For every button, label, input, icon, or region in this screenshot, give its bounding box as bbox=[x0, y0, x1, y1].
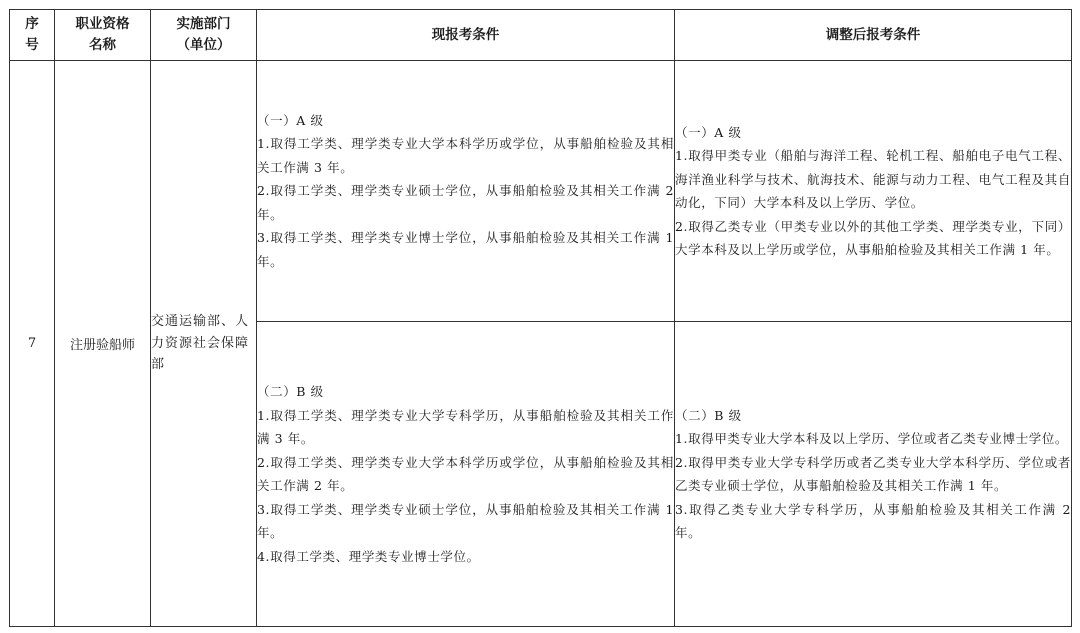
header-no-line-1: 序 bbox=[25, 16, 39, 32]
condition-item: 1.取得甲类专业大学本科及以上学历、学位或者乙类专业博士学位。 bbox=[675, 431, 1069, 446]
condition-item: 3.取得工学类、理学类专业博士学位，从事船舶检验及其相关工作满 1 年。 bbox=[257, 230, 674, 269]
header-row bbox=[10, 10, 1072, 61]
condition-item: 1.取得甲类专业（船舶与海洋工程、轮机工程、船舶电子电气工程、海洋渔业科学与技术、航海技术、能源与动力工程、电气工程及其自动化，下同）大学本科及以上学历、学位。 bbox=[675, 148, 1071, 210]
current-conditions-b bbox=[257, 322, 675, 627]
condition-item: 2.取得工学类、理学类专业大学本科学历或学位，从事船舶检验及其相关工作满 2 年。 bbox=[257, 454, 674, 493]
implementing-department: 交通运输部、人力资源社会保障部 bbox=[151, 61, 257, 627]
row-number: 7 bbox=[10, 61, 55, 627]
level-title: （一）A 级 bbox=[257, 112, 324, 128]
header-dept bbox=[151, 10, 257, 61]
header-name-line-1: 职业资格 bbox=[75, 16, 130, 32]
condition-item: 2.取得工学类、理学类专业硕士学位，从事船舶检验及其相关工作满 2 年。 bbox=[257, 183, 674, 222]
header-no bbox=[10, 10, 55, 61]
qualification-name: 注册验船师 bbox=[55, 61, 151, 627]
current-conditions-a bbox=[257, 61, 675, 322]
header-current-conditions: 现报考条件 bbox=[257, 10, 675, 61]
header-adjusted-conditions: 调整后报考条件 bbox=[675, 10, 1072, 61]
header-name-line-2: 名称 bbox=[89, 37, 116, 53]
level-title: （二）B 级 bbox=[257, 384, 324, 399]
condition-item: 2.取得乙类专业（甲类专业以外的其他工学类、理学类专业，下同）大学本科及以上学历或学位，从事船舶检验及其相关工作满 1 年。 bbox=[675, 218, 1071, 257]
adjusted-conditions-a bbox=[675, 61, 1072, 322]
adjusted-conditions-b bbox=[675, 322, 1072, 627]
level-title: （二）B 级 bbox=[675, 407, 742, 423]
level-title: （一）A 级 bbox=[675, 124, 742, 140]
condition-item: 3.取得乙类专业大学专科学历，从事船舶检验及其相关工作满 2 年。 bbox=[675, 501, 1071, 540]
condition-item: 2.取得甲类专业大学专科学历或者乙类专业大学本科学历、学位或者乙类专业硕士学位，从事船舶检验及其相关工作满 1 年。 bbox=[675, 454, 1071, 493]
header-dept-line-2: （单位） bbox=[176, 37, 231, 53]
condition-item: 4.取得工学类、理学类专业博士学位。 bbox=[257, 548, 480, 564]
table-row-a bbox=[10, 61, 1072, 322]
header-no-line-2: 号 bbox=[25, 37, 39, 53]
condition-item: 3.取得工学类、理学类专业硕士学位，从事船舶检验及其相关工作满 1 年。 bbox=[257, 501, 674, 540]
qualification-table bbox=[9, 9, 1072, 627]
header-dept-line-1: 实施部门 bbox=[176, 16, 231, 32]
header-name bbox=[55, 10, 151, 61]
condition-item: 1.取得工学类、理学类专业大学本科学历或学位，从事船舶检验及其相关工作满 3 年。 bbox=[257, 136, 674, 175]
condition-item: 1.取得工学类、理学类专业大学专科学历，从事船舶检验及其相关工作满 3 年。 bbox=[257, 407, 674, 446]
